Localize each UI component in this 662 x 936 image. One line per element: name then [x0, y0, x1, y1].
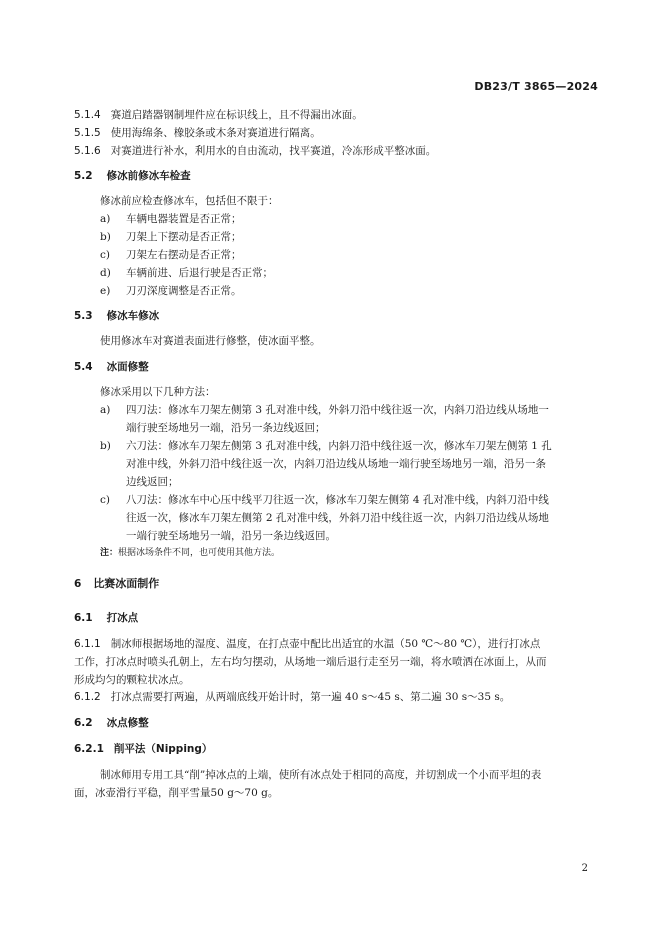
list-item-continuation: 往返一次，修冰车刀架左侧第 2 孔对准中线，外斜刀沿中线往返一次，内斜刀沿边线从场地: [126, 512, 549, 524]
list-item: [100, 248, 242, 262]
list-item-label: d): [100, 267, 111, 279]
heading-title: 打冰点: [106, 612, 139, 624]
list-item-label: c): [100, 494, 110, 506]
clause-text: 使用海绵条、橡胶条或木条对赛道进行隔离。: [110, 127, 321, 139]
list-item: [100, 212, 242, 226]
heading-title: 比赛冰面制作: [93, 577, 160, 590]
clause-number: 5.1.5: [74, 127, 101, 139]
list-item: [100, 439, 552, 453]
list-item-text: 刀刃深度调整是否正常。: [126, 285, 242, 297]
list-item-label: b): [100, 440, 111, 452]
section-5-3-text: 使用修冰车对赛道表面进行修整，使冰面平整。: [100, 335, 321, 347]
clause-5-1-6: [74, 144, 436, 158]
list-item-label: a): [100, 404, 111, 416]
heading-number: 6.2: [74, 717, 93, 729]
clause-continuation: 工作，打冰点时喷头孔朝上，左右均匀摆动，从场地一端后退行走至另一端，将水喷洒在冰面上，从而: [74, 656, 547, 668]
heading-5-3: [74, 309, 159, 323]
heading-5-2: [74, 169, 191, 183]
list-item-label: a): [100, 213, 111, 225]
heading-number: 6.1: [74, 612, 93, 624]
document-code: DB23/T 3865—2024: [474, 80, 598, 93]
clause-text: 对赛道进行补水，利用水的自由流动，找平赛道，冷冻形成平整冰面。: [110, 145, 437, 157]
heading-title: 修冰车修冰: [106, 310, 160, 322]
clause-5-1-5: [74, 126, 321, 140]
clause-number: 6.1.2: [74, 691, 101, 703]
heading-title: 冰面修整: [106, 361, 149, 373]
note-label: 注：: [100, 548, 119, 558]
list-item: [100, 284, 242, 298]
heading-title: 修冰前修冰车检查: [106, 170, 191, 182]
heading-number: 6: [74, 578, 82, 590]
section-5-4-intro: 修冰采用以下几种方法：: [100, 386, 216, 398]
list-item-text: 车辆电器装置是否正常；: [126, 213, 242, 225]
clause-6-1-1: [74, 637, 540, 651]
list-item-text: 六刀法：修冰车刀架左侧第 3 孔对准中线，内斜刀沿中线往返一次，修冰车刀架左侧第 1 孔: [126, 440, 552, 452]
list-item-continuation: 一端行驶至场地另一端，沿另一条边线返回。: [126, 530, 336, 542]
clause-continuation: 形成均匀的颗粒状冰点。: [74, 674, 190, 686]
clause-text: 打冰点需要打两遍，从两端底线开始计时，第一遍 40 s～45 s、第二遍 30 s～35 s。: [110, 691, 511, 703]
list-item-text: 四刀法：修冰车刀架左侧第 3 孔对准中线，外斜刀沿中线往返一次，内斜刀沿边线从场地一: [126, 404, 549, 416]
list-item-text: 刀架左右摆动是否正常；: [126, 249, 242, 261]
note-text: 根据冰场条件不同，也可使用其他方法。: [118, 548, 281, 558]
heading-6-2: [74, 716, 149, 730]
clause-text: 赛道启踏器钢制埋件应在标识线上，且不得漏出冰面。: [110, 109, 363, 121]
clause-text: 制冰师根据场地的湿度、温度，在打点壶中配比出适宜的水温（50 ℃～80 ℃），进行打冰点: [110, 638, 541, 650]
clause-number: 6.1.1: [74, 638, 101, 650]
clause-text: 制冰师用专用工具“削”掉冰点的上端，使所有冰点处于相同的高度，并切割成一个小而平坦的表: [100, 769, 542, 781]
heading-5-4: [74, 360, 149, 374]
list-item: [100, 403, 549, 417]
heading-number: 5.2: [74, 170, 93, 182]
list-item-label: b): [100, 231, 111, 243]
heading-number: 5.3: [74, 310, 93, 322]
heading-number: 6.2.1: [74, 743, 104, 755]
clause-number: 5.1.4: [74, 109, 101, 121]
page-number: 2: [581, 863, 588, 874]
list-item-continuation: 边线返回；: [126, 476, 179, 488]
list-item: [100, 266, 273, 280]
heading-6-1: [74, 611, 138, 625]
list-item: [100, 493, 549, 507]
heading-title: 冰点修整: [106, 717, 149, 729]
heading-number: 5.4: [74, 361, 93, 373]
list-item-label: c): [100, 249, 110, 261]
clause-5-1-4: [74, 108, 363, 122]
heading-title: 削平法（Nipping）: [113, 743, 213, 755]
list-item-text: 刀架上下摆动是否正常；: [126, 231, 242, 243]
list-item-text: 车辆前进、后退行驶是否正常；: [126, 267, 273, 279]
heading-6-2-1: [74, 742, 212, 756]
list-item-text: 八刀法：修冰车中心压中线平刀往返一次，修冰车刀架左侧第 4 孔对准中线，内斜刀沿中线: [126, 494, 549, 506]
list-item: [100, 230, 242, 244]
section-5-2-intro: 修冰前应检查修冰车，包括但不限于：: [100, 195, 279, 207]
clause-continuation: 面，冰壶滑行平稳，削平雪量50 g～70 g。: [74, 787, 279, 799]
clause-number: 5.1.6: [74, 145, 101, 157]
list-item-continuation: 对准中线，外斜刀沿中线往返一次，内斜刀沿边线从场地一端行驶至场地另一端，沿另一条: [126, 458, 546, 470]
list-item-continuation: 端行驶至场地另一端，沿另一条边线返回；: [126, 422, 326, 434]
heading-6: [74, 577, 159, 591]
clause-6-1-2: [74, 690, 510, 704]
note: [100, 546, 280, 560]
list-item-label: e): [100, 285, 111, 297]
